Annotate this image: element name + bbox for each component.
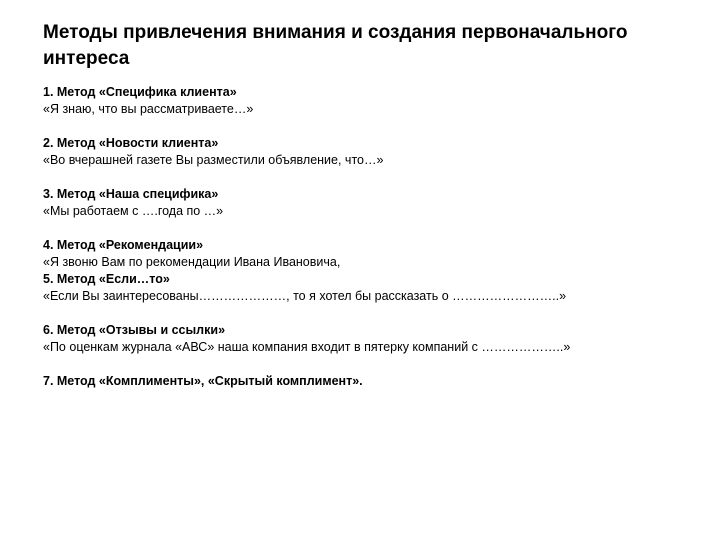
method-3-example: «Мы работаем с ….года по …» xyxy=(43,204,224,218)
method-7-heading: 7. Метод «Комплименты», «Скрытый комплимент». xyxy=(43,374,363,388)
method-3 xyxy=(43,186,683,220)
method-5 xyxy=(43,271,683,305)
method-2-example: «Во вчерашней газете Вы разместили объявление, что…» xyxy=(43,153,384,167)
method-2 xyxy=(43,135,683,169)
method-6-heading: 6. Метод «Отзывы и ссылки» xyxy=(43,323,226,337)
method-1-heading: 1. Метод «Специфика клиента» xyxy=(43,85,237,99)
method-5-example: «Если Вы заинтересованы…………………, то я хотел бы рассказать о ……………………..» xyxy=(43,289,567,303)
method-4-example: «Я звоню Вам по рекомендации Ивана Ивановича, xyxy=(43,255,341,269)
method-5-heading: 5. Метод «Если…то» xyxy=(43,272,170,286)
method-7 xyxy=(43,373,683,390)
method-4-heading: 4. Метод «Рекомендации» xyxy=(43,238,204,252)
method-6 xyxy=(43,322,683,356)
method-6-example: «По оценкам журнала «АВС» наша компания входит в пятерку компаний с ………………..» xyxy=(43,340,571,354)
method-3-heading: 3. Метод «Наша специфика» xyxy=(43,187,219,201)
slide-title: Методы привлечения внимания и создания первоначального интереса xyxy=(43,22,628,69)
method-4 xyxy=(43,237,683,271)
method-1 xyxy=(43,84,683,118)
method-2-heading: 2. Метод «Новости клиента» xyxy=(43,136,219,150)
method-1-example: «Я знаю, что вы рассматриваете…» xyxy=(43,102,254,116)
slide xyxy=(43,20,683,390)
